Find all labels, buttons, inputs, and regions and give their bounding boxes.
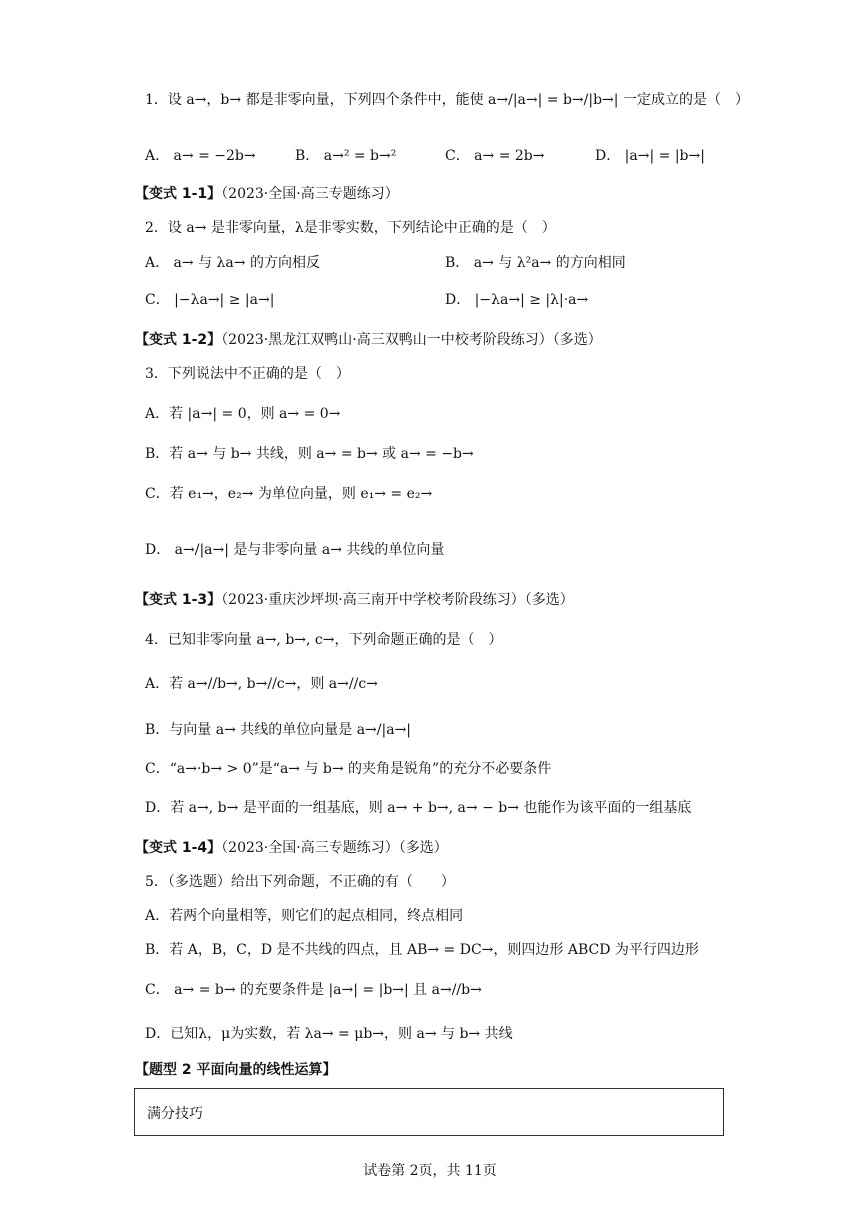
variant-1-4-header	[135, 838, 448, 858]
q5-option-a: A．若两个向量相等，则它们的起点相同，终点相同	[145, 908, 464, 924]
q4-option-a: A．若 a→//b→, b→//c→，则 a→//c→	[145, 676, 378, 692]
variant-tag: 【变式 1-3】	[135, 592, 222, 608]
variant-source: （2023·黑龙江双鸭山·高三双鸭山一中校考阶段练习）（多选）	[221, 332, 602, 348]
q2-option-a: A． a→ 与 λa→ 的方向相反	[145, 255, 320, 271]
q3-option-a: A．若 |a→| = 0，则 a→ = 0→	[145, 406, 341, 422]
section-title-type-2	[135, 1060, 337, 1080]
page-footer: 试卷第 2页，共 11页	[363, 1163, 497, 1179]
q4-stem: 4．已知非零向量 a→, b→, c→，下列命题正确的是（ ）	[145, 632, 503, 648]
q1-stem: 1．设 a→，b→ 都是非零向量，下列四个条件中，能使 a→/|a→| = b→/|b→| 一定成立的是（ ）	[145, 92, 749, 108]
variant-1-2-header	[135, 330, 602, 350]
q2-stem: 2．设 a→ 是非零向量，λ是非零实数，下列结论中正确的是（ ）	[145, 220, 556, 236]
q1-option-d: D． |a→| = |b→|	[595, 148, 705, 164]
variant-tag: 【变式 1-4】	[135, 840, 222, 856]
variant-1-3-header	[135, 590, 574, 610]
q1-option-a: A． a→ = −2b→	[145, 148, 256, 164]
section-title-text: 【题型 2 平面向量的线性运算】	[135, 1062, 337, 1078]
variant-source: （2023·全国·高三专题练习）（多选）	[221, 840, 448, 856]
q3-stem: 3．下列说法中不正确的是（ ）	[145, 366, 350, 382]
q5-option-d: D．已知λ，μ为实数，若 λa→ = μb→，则 a→ 与 b→ 共线	[145, 1026, 513, 1042]
variant-tag: 【变式 1-2】	[135, 332, 222, 348]
q1-option-b: B． a→² = b→²	[295, 148, 397, 164]
q3-option-d: D． a→/|a→| 是与非零向量 a→ 共线的单位向量	[145, 542, 445, 558]
q2-option-c: C． |−λa→| ≥ |a→|	[145, 292, 275, 308]
q5-option-b: B．若 A，B，C，D 是不共线的四点，且 AB→ = DC→，则四边形 ABCD 为平行四边形	[145, 942, 699, 958]
variant-tag: 【变式 1-1】	[135, 186, 222, 202]
q1-option-c: C． a→ = 2b→	[445, 148, 545, 164]
variant-source: （2023·重庆沙坪坝·高三南开中学校考阶段练习）（多选）	[221, 592, 574, 608]
variant-source: （2023·全国·高三专题练习）	[221, 186, 399, 202]
q4-option-b: B．与向量 a→ 共线的单位向量是 a→/|a→|	[145, 722, 412, 738]
q2-option-d: D． |−λa→| ≥ |λ|·a→	[445, 292, 589, 308]
q3-option-b: B．若 a→ 与 b→ 共线，则 a→ = b→ 或 a→ = −b→	[145, 446, 474, 462]
q2-option-b: B． a→ 与 λ²a→ 的方向相同	[445, 255, 626, 271]
skill-box-label: 满分技巧	[147, 1106, 203, 1122]
q4-option-d: D．若 a→, b→ 是平面的一组基底，则 a→ + b→, a→ − b→ 也能作为该平面的一组基底	[145, 800, 692, 816]
q5-stem: 5．（多选题）给出下列命题，不正确的有（ ）	[145, 874, 455, 890]
q5-option-c: C． a→ = b→ 的充要条件是 |a→| = |b→| 且 a→//b→	[145, 982, 482, 998]
q4-option-c: C．“a→·b→ > 0”是“a→ 与 b→ 的夹角是锐角”的充分不必要条件	[145, 761, 552, 777]
q3-option-c: C．若 e₁→，e₂→ 为单位向量，则 e₁→ = e₂→	[145, 486, 433, 502]
variant-1-1-header	[135, 184, 399, 204]
skill-box	[134, 1088, 724, 1136]
